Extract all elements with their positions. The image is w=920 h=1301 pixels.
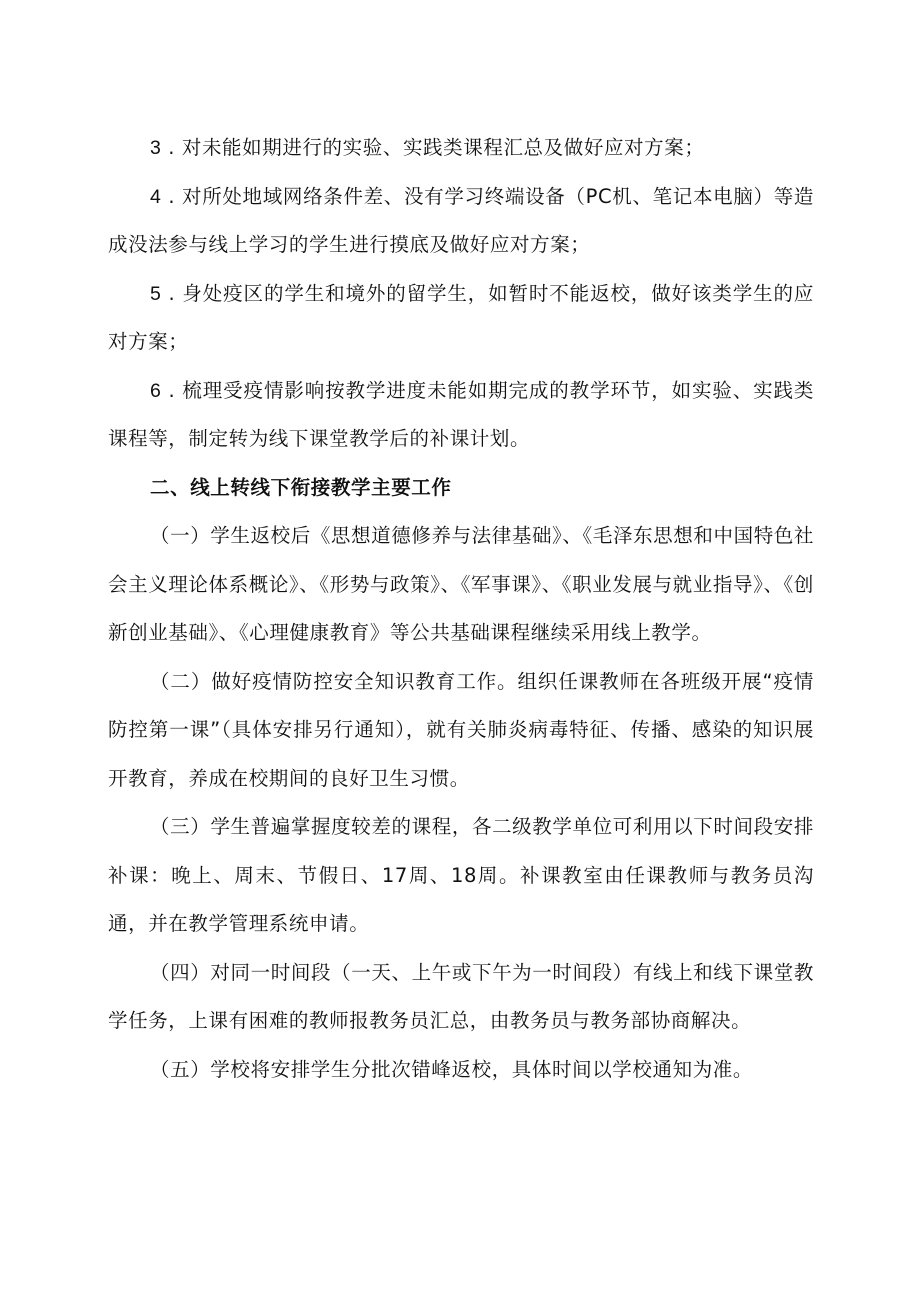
document-body [108, 124, 814, 1094]
section-paragraph-5: （五）学校将安排学生分批次错峰返校，具体时间以学校通知为准。 [150, 1057, 754, 1081]
item-number: 6 [150, 379, 162, 402]
section-paragraph-4: （四）对同一时间段（一天、上午或下午为一时间段）有线上和线下课堂教学任务，上课有困难的教师报教务员汇总，由教务员与教务部协商解决。 [108, 960, 814, 1032]
item-text: . 对所处地域网络条件差、没有学习终端设备（PC机、笔记本电脑）等造成没法参与线上学习的学生进行摸底及做好应对方案； [108, 184, 814, 256]
list-item-4 [108, 173, 814, 270]
item-text: . 梳理受疫情影响按教学进度未能如期完成的教学环节，如实验、实践类课程等，制定转为线下课堂教学后的补课计划。 [108, 378, 814, 450]
item-text: . 对未能如期进行的实验、实践类课程汇总及做好应对方案； [161, 136, 705, 159]
item-text: . 身处疫区的学生和境外的留学生，如暂时不能返校，做好该类学生的应对方案； [108, 281, 814, 353]
section-heading: 二、线上转线下衔接教学主要工作 [150, 475, 452, 499]
item-number: 4 [150, 185, 162, 208]
section-paragraph-2: （二）做好疫情防控安全知识教育工作。组织任课教师在各班级开展“疫情防控第一课”（具体安排另行通知），就有关肺炎病毒特征、传播、感染的知识展开教育，养成在校期间的良好卫生习惯。 [108, 669, 814, 790]
item-number: 5 [150, 282, 162, 305]
section-paragraph-3: （三）学生普遍掌握度较差的课程，各二级教学单位可利用以下时间段安排补课：晚上、周末、节假日、17周、18周。补课教室由任课教师与教务员沟通，并在教学管理系统申请。 [108, 815, 814, 935]
section-paragraph-1: （一）学生返校后《思想道德修养与法律基础》、《毛泽东思想和中国特色社会主义理论体系概论》、《形势与政策》、《军事课》、《职业发展与就业指导》、《创新创业基础》、《心理健康教育》等公共基础课程继续采用线上教学。 [108, 524, 814, 644]
list-item-6 [108, 367, 814, 464]
list-item-3 [108, 124, 814, 173]
item-number: 3 [150, 137, 162, 159]
list-item-5 [108, 270, 814, 367]
